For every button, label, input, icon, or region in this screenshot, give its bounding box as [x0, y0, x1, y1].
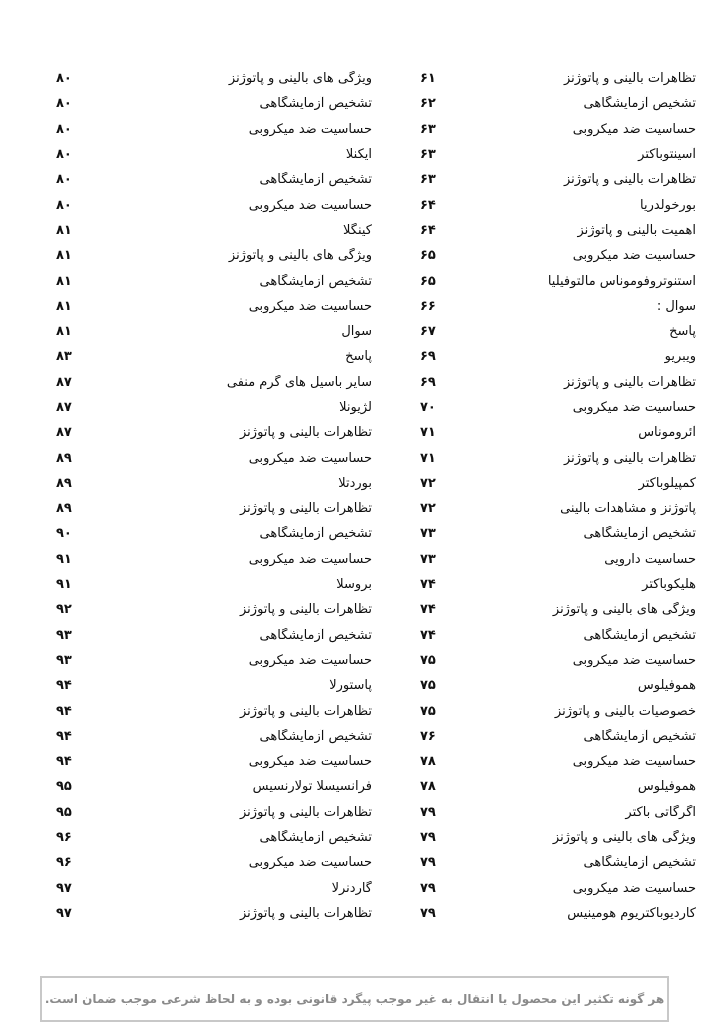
toc-entry-page-number: ۹۵ — [56, 779, 72, 795]
toc-entry-page-number: ۸۷ — [56, 425, 72, 441]
toc-column-right — [372, 66, 696, 926]
toc-entry-page-number: ۷۴ — [420, 602, 436, 618]
toc-entry-page-number: ۷۳ — [420, 526, 436, 542]
toc-entry[interactable] — [48, 749, 372, 774]
toc-entry[interactable] — [48, 142, 372, 167]
toc-entry[interactable] — [372, 117, 696, 142]
toc-entry-title: آسینتوباکتر — [638, 147, 696, 163]
toc-entry[interactable] — [372, 294, 696, 319]
toc-entry-title: تشخیص آزمایشگاهی — [259, 526, 372, 542]
toc-entry-page-number: ۹۶ — [56, 830, 72, 846]
toc-entry-title: تظاهرات بالینی و پاتوژنز — [564, 172, 696, 188]
toc-entry[interactable] — [48, 547, 372, 572]
toc-entry-page-number: ۷۱ — [420, 450, 436, 466]
toc-entry[interactable] — [372, 496, 696, 521]
toc-entry-title: تشخیص آزمایشگاهی — [583, 627, 696, 643]
toc-entry-title: تشخیص آزمایشگاهی — [259, 96, 372, 112]
toc-entry[interactable] — [48, 445, 372, 470]
toc-entry-title: گاردنرلا — [331, 880, 372, 896]
toc-entry-title: تظاهرات بالینی و پاتوژنز — [564, 71, 696, 87]
toc-entry-title: حساسیت ضد میکروبی — [572, 880, 696, 896]
toc-entry[interactable] — [372, 370, 696, 395]
toc-entry-page-number: ۶۴ — [420, 197, 436, 213]
toc-entry-title: تشخیص آزمایشگاهی — [259, 172, 372, 188]
toc-entry-title: هلیکوباکتر — [642, 577, 696, 593]
toc-entry[interactable] — [48, 344, 372, 369]
toc-entry-page-number: ۹۳ — [56, 652, 72, 668]
toc-entry[interactable] — [372, 420, 696, 445]
toc-entry[interactable] — [48, 370, 372, 395]
toc-entry-page-number: ۸۰ — [56, 71, 72, 87]
toc-entry-page-number: ۶۵ — [420, 248, 436, 264]
toc-entry[interactable] — [372, 192, 696, 217]
toc-entry-page-number: ۷۶ — [420, 728, 436, 744]
toc-entry-title: حساسیت ضد میکروبی — [572, 754, 696, 770]
toc-entry-title: ویبریو — [664, 349, 696, 365]
toc-entry[interactable] — [48, 825, 372, 850]
toc-entry[interactable] — [48, 496, 372, 521]
toc-entry[interactable] — [372, 142, 696, 167]
toc-entry[interactable] — [372, 673, 696, 698]
toc-entry-title: کینگلا — [343, 222, 372, 238]
toc-entry-page-number: ۹۱ — [56, 577, 72, 593]
toc-entry-title: تظاهرات بالینی و پاتوژنز — [564, 450, 696, 466]
toc-entry-page-number: ۷۹ — [420, 855, 436, 871]
toc-entry-page-number: ۶۳ — [420, 172, 436, 188]
toc-entry[interactable] — [48, 876, 372, 901]
toc-entry[interactable] — [372, 471, 696, 496]
toc-entry[interactable] — [48, 243, 372, 268]
toc-entry[interactable] — [372, 66, 696, 91]
toc-entry-page-number: ۷۵ — [420, 703, 436, 719]
toc-entry-page-number: ۶۲ — [420, 96, 436, 112]
toc-entry-page-number: ۷۲ — [420, 475, 436, 491]
toc-entry[interactable] — [48, 66, 372, 91]
toc-entry-page-number: ۷۸ — [420, 779, 436, 795]
toc-entry-page-number: ۹۴ — [56, 703, 72, 719]
toc-entry-page-number: ۷۳ — [420, 551, 436, 567]
toc-entry[interactable] — [48, 91, 372, 116]
toc-entry-title: سوال — [341, 324, 372, 340]
toc-entry-page-number: ۷۹ — [420, 804, 436, 820]
toc-entry-title: تظاهرات بالینی و پاتوژنز — [240, 905, 372, 921]
toc-entry[interactable] — [372, 572, 696, 597]
toc-entry-page-number: ۹۴ — [56, 754, 72, 770]
toc-entry-title: بروسلا — [336, 577, 372, 593]
toc-entry-page-number: ۹۷ — [56, 880, 72, 896]
toc-entry[interactable] — [372, 445, 696, 470]
toc-entry-page-number: ۸۱ — [56, 273, 72, 289]
toc-entry[interactable] — [48, 673, 372, 698]
toc-entry[interactable] — [372, 648, 696, 673]
toc-entry-page-number: ۷۰ — [420, 400, 436, 415]
toc-entry-page-number: ۸۱ — [56, 298, 72, 314]
toc-entry-title: حساسیت ضد میکروبی — [248, 298, 372, 314]
toc-entry-title: حساسیت ضد میکروبی — [248, 754, 372, 770]
toc-entry-title: سوال : — [656, 298, 696, 314]
toc-entry[interactable] — [372, 800, 696, 825]
toc-entry-title: پاسخ — [669, 324, 696, 340]
toc-entry-title: تشخیص آزمایشگاهی — [259, 830, 372, 846]
toc-entry-page-number: ۶۴ — [420, 222, 436, 238]
toc-entry-page-number: ۸۹ — [56, 501, 72, 517]
toc-entry-page-number: ۷۴ — [420, 627, 436, 643]
toc-entry[interactable] — [372, 749, 696, 774]
toc-entry-page-number: ۷۹ — [420, 880, 436, 896]
toc-entry-page-number: ۷۸ — [420, 754, 436, 770]
toc-entry-title: بوردتلا — [338, 475, 372, 491]
toc-entry-page-number: ۸۹ — [56, 475, 72, 491]
toc-entry[interactable] — [372, 901, 696, 926]
toc-entry-page-number: ۹۵ — [56, 804, 72, 820]
toc-entry[interactable] — [372, 724, 696, 749]
toc-entry[interactable] — [372, 167, 696, 192]
toc-entry-title: تظاهرات بالینی و پاتوژنز — [564, 374, 696, 390]
toc-entry-title: سایر باسیل های گرم منفی — [226, 374, 372, 390]
toc-entry-page-number: ۸۱ — [56, 222, 72, 238]
toc-entry[interactable] — [48, 648, 372, 673]
toc-entry-page-number: ۸۰ — [56, 147, 72, 163]
toc-entry-page-number: ۷۵ — [420, 678, 436, 694]
toc-entry-page-number: ۹۳ — [56, 627, 72, 643]
toc-entry-title: تظاهرات بالینی و پاتوژنز — [240, 804, 372, 820]
toc-entry[interactable] — [372, 547, 696, 572]
toc-entry[interactable] — [48, 268, 372, 293]
toc-entry-page-number: ۶۹ — [420, 374, 436, 390]
toc-entry-title: تشخیص آزمایشگاهی — [259, 273, 372, 289]
toc-entry-title: تشخیص آزمایشگاهی — [259, 728, 372, 744]
toc-entry-page-number: ۸۹ — [56, 450, 72, 466]
toc-entry-page-number: ۶۹ — [420, 349, 436, 365]
toc-entry-title: تشخیص آزمایشگاهی — [583, 526, 696, 542]
toc-entry[interactable] — [48, 192, 372, 217]
toc-entry-page-number: ۹۴ — [56, 678, 72, 694]
toc-entry-title: هموفیلوس — [637, 779, 696, 795]
toc-entry-title: تظاهرات بالینی و پاتوژنز — [240, 703, 372, 719]
toc-entry-title: ویژگی های بالینی و پاتوژنز — [228, 248, 372, 264]
toc-entry-title: تظاهرات بالینی و پاتوژنز — [240, 425, 372, 441]
toc-entry-title: آئروموناس — [638, 425, 696, 441]
toc-entry-title: تشخیص آزمایشگاهی — [583, 96, 696, 112]
toc-entry-title: پاتوژنز و مشاهدات بالینی — [560, 501, 696, 517]
toc-entry-title: ویژگی های بالینی و پاتوژنز — [552, 602, 696, 618]
toc-entry-title: حساسیت ضد میکروبی — [248, 551, 372, 567]
toc-entry[interactable] — [372, 344, 696, 369]
toc-entry-title: فرانسیسلا تولارنسیس — [252, 779, 372, 795]
toc-entry-page-number: ۸۱ — [56, 324, 72, 340]
toc-entry[interactable] — [48, 623, 372, 648]
toc-entry-title: تشخیص آزمایشگاهی — [583, 855, 696, 871]
toc-entry[interactable] — [48, 850, 372, 875]
toc-entry-page-number: ۶۳ — [420, 147, 436, 163]
toc-entry-title: حساسیت ضد میکروبی — [248, 450, 372, 466]
toc-entry[interactable] — [48, 218, 372, 243]
toc-entry[interactable] — [48, 471, 372, 496]
toc-entry-page-number: ۸۰ — [56, 96, 72, 112]
toc-entry-page-number: ۸۷ — [56, 374, 72, 390]
toc-entry-title: حساسیت ضد میکروبی — [248, 121, 372, 137]
toc-entry[interactable] — [372, 623, 696, 648]
toc-entry[interactable] — [372, 774, 696, 799]
toc-entry[interactable] — [372, 876, 696, 901]
toc-entry-title: حساسیت ضد میکروبی — [248, 855, 372, 871]
toc-entry[interactable] — [48, 319, 372, 344]
toc-entry-page-number: ۸۰ — [56, 121, 72, 137]
toc-entry-title: بورخولدریا — [639, 197, 696, 213]
toc-entry-title: اگرگاتی باکتر — [625, 804, 696, 820]
toc-entry-title: تظاهرات بالینی و پاتوژنز — [240, 602, 372, 618]
toc-entry-page-number: ۸۰ — [56, 172, 72, 188]
toc-entry[interactable] — [372, 319, 696, 344]
toc-entry-title: پاسخ — [345, 349, 372, 365]
toc-entry[interactable] — [48, 521, 372, 546]
toc-entry[interactable] — [372, 597, 696, 622]
toc-entry-page-number: ۷۹ — [420, 905, 436, 921]
toc-entry-title: لژیونلا — [339, 400, 372, 415]
toc-entry[interactable] — [372, 698, 696, 723]
toc-entry-title: حساسیت ضد میکروبی — [572, 652, 696, 668]
toc-entry[interactable] — [48, 901, 372, 926]
toc-entry-title: هموفیلوس — [637, 678, 696, 694]
toc-entry-page-number: ۹۱ — [56, 551, 72, 567]
toc-entry-title: تشخیص آزمایشگاهی — [583, 728, 696, 744]
toc-entry-page-number: ۶۳ — [420, 121, 436, 137]
toc-entry[interactable] — [372, 243, 696, 268]
toc-entry-page-number: ۶۷ — [420, 324, 436, 340]
toc-entry-page-number: ۷۴ — [420, 577, 436, 593]
toc-entry-title: ایکنلا — [345, 147, 372, 163]
toc-entry[interactable] — [48, 420, 372, 445]
copyright-notice-box — [40, 976, 669, 1022]
table-of-contents — [48, 66, 696, 926]
toc-entry-page-number: ۶۶ — [420, 298, 436, 314]
toc-entry[interactable] — [48, 167, 372, 192]
toc-entry-title: حساسیت ضد میکروبی — [572, 248, 696, 264]
toc-entry-page-number: ۶۱ — [420, 71, 436, 87]
toc-entry-page-number: ۷۹ — [420, 830, 436, 846]
toc-entry-title: کمپیلوباکتر — [638, 475, 696, 491]
toc-entry[interactable] — [48, 294, 372, 319]
toc-entry-title: استنوتروفوموناس مالتوفیلیا — [547, 273, 696, 289]
toc-entry-title: اهمیت بالینی و پاتوژنز — [577, 222, 696, 238]
toc-entry-page-number: ۹۷ — [56, 905, 72, 921]
toc-entry-page-number: ۹۴ — [56, 728, 72, 744]
toc-entry-title: حساسیت ضد میکروبی — [248, 197, 372, 213]
toc-entry[interactable] — [48, 597, 372, 622]
toc-entry-page-number: ۸۷ — [56, 400, 72, 415]
toc-entry-title: حساسیت ضد میکروبی — [572, 121, 696, 137]
toc-entry[interactable] — [48, 698, 372, 723]
toc-entry[interactable] — [372, 825, 696, 850]
toc-entry-title: حساسیت ضد میکروبی — [572, 400, 696, 415]
toc-column-left — [48, 66, 372, 926]
toc-entry-title: تظاهرات بالینی و پاتوژنز — [240, 501, 372, 517]
toc-entry[interactable] — [48, 800, 372, 825]
toc-entry[interactable] — [372, 850, 696, 875]
toc-entry[interactable] — [48, 774, 372, 799]
toc-entry-title: ویژگی های بالینی و پاتوژنز — [552, 830, 696, 846]
toc-entry[interactable] — [372, 395, 696, 420]
copyright-notice-text: هر گونه تکثیر این محصول یا انتقال به غیر موجب پیگرد قانونی بوده و به لحاظ شرعی موجب ضمان است. — [44, 992, 665, 1006]
toc-entry[interactable] — [372, 218, 696, 243]
toc-entry-title: پاستورلا — [329, 678, 372, 694]
toc-entry-title: کاردیوباکتریوم هومینیس — [567, 905, 696, 921]
toc-entry[interactable] — [372, 521, 696, 546]
toc-entry-page-number: ۷۲ — [420, 501, 436, 517]
toc-entry-page-number: ۹۲ — [56, 602, 72, 618]
toc-entry[interactable] — [372, 91, 696, 116]
toc-entry[interactable] — [48, 724, 372, 749]
toc-entry-title: ویژگی های بالینی و پاتوژنز — [228, 71, 372, 87]
toc-entry[interactable] — [372, 268, 696, 293]
toc-entry-title: حساسیت ضد میکروبی — [248, 652, 372, 668]
toc-entry-page-number: ۶۵ — [420, 273, 436, 289]
toc-entry-page-number: ۷۱ — [420, 425, 436, 441]
toc-entry-page-number: ۸۰ — [56, 197, 72, 213]
toc-entry[interactable] — [48, 395, 372, 420]
toc-entry-title: خصوصیات بالینی و پاتوژنز — [554, 703, 696, 719]
toc-entry[interactable] — [48, 117, 372, 142]
toc-entry-title: حساسیت دارویی — [604, 551, 696, 567]
toc-entry[interactable] — [48, 572, 372, 597]
toc-entry-page-number: ۸۱ — [56, 248, 72, 264]
toc-entry-page-number: ۹۰ — [56, 526, 72, 542]
toc-entry-page-number: ۹۶ — [56, 855, 72, 871]
toc-entry-title: تشخیص آزمایشگاهی — [259, 627, 372, 643]
toc-entry-page-number: ۸۳ — [56, 349, 72, 365]
toc-entry-page-number: ۷۵ — [420, 652, 436, 668]
